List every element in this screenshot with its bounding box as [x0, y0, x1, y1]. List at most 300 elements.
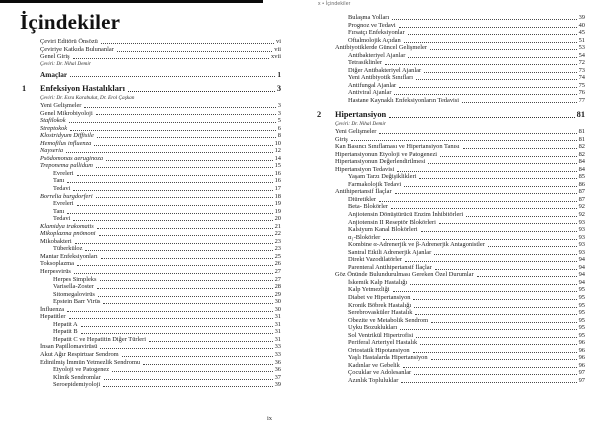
toc-entry-label: α₁-Blokörler — [348, 233, 381, 241]
toc-entry-label: Uyku Bozuklukları — [348, 324, 398, 332]
toc-entry-page-number: 93 — [578, 218, 585, 226]
toc-entry-page-number: 74 — [578, 74, 585, 82]
toc-entry-page-number: 86 — [578, 180, 585, 188]
toc-entry — [40, 132, 281, 140]
toc-entry — [40, 162, 281, 170]
toc-entry-label: Klinik Sendromlar — [53, 373, 101, 381]
dot-leader — [394, 94, 576, 95]
toc-entry-page-number: 75 — [578, 81, 585, 89]
toc-entry-label: Çeviri Editörü Önsözü — [40, 38, 98, 45]
toc-entry-page-number: 27 — [274, 275, 281, 283]
toc-entry-label: Hepatit B — [53, 328, 78, 336]
dot-leader — [103, 386, 272, 387]
toc-entry-label: Nayseria — [40, 147, 64, 155]
toc-entry — [335, 196, 585, 204]
toc-entry-page-number: 94 — [578, 256, 585, 264]
toc-entry-label: Varisella-Zoster — [53, 283, 94, 291]
toc-entry — [335, 37, 585, 45]
toc-entry — [40, 381, 281, 389]
toc-entry-label: Hepatitler — [40, 313, 66, 321]
toc-entry-label: Tüberküloz — [53, 245, 83, 253]
chapter-page-number: 3 — [276, 83, 281, 93]
chapter-title: Enfeksiyon Hastalıkları — [40, 83, 125, 93]
dot-leader — [77, 205, 273, 206]
toc-entry-page-number: 23 — [274, 245, 281, 253]
toc-entry-label: Tetrasiklinler — [348, 59, 382, 67]
toc-entry-page-number: 92 — [578, 210, 585, 218]
dot-leader — [69, 318, 273, 319]
toc-entry-label: Evreleri — [53, 169, 74, 177]
toc-entry-page-number: 72 — [578, 59, 585, 67]
dot-leader — [128, 91, 275, 92]
toc-entry-label: Genel Mikrobiyoloji — [40, 109, 93, 117]
toc-entry-page-number: 37 — [274, 373, 281, 381]
dot-leader — [413, 299, 576, 300]
toc-entry — [335, 44, 585, 52]
dot-leader — [74, 273, 273, 274]
dot-leader — [424, 72, 576, 73]
page-x — [300, 0, 600, 429]
toc-entry-label: Anjiotensin Dönüştürücü Enzim İnhibitörleri — [348, 210, 464, 218]
dot-leader — [67, 213, 272, 214]
toc-entry-page-number: 19 — [274, 200, 281, 208]
toc-entry-page-number: 20 — [274, 215, 281, 223]
toc-entry-label: Mantar Enfeksiyonları — [40, 252, 98, 260]
toc-entry-label: Kalsiyum Kanal Blokörleri — [348, 226, 418, 234]
toc-entry-page-number: 82 — [578, 143, 585, 151]
toc-entry-label: Toksoplazma — [40, 260, 74, 268]
toc-entry — [40, 283, 281, 291]
toc-entry — [335, 181, 585, 189]
dot-leader — [399, 27, 577, 28]
chapter-heading — [22, 83, 281, 95]
dot-leader — [66, 152, 273, 153]
dot-leader — [385, 64, 577, 65]
dot-leader — [99, 235, 273, 236]
page-title: İçindekiler — [20, 10, 121, 34]
toc-entry — [40, 374, 281, 382]
toc-entry-label: Epstein Barr Virüs — [53, 298, 101, 306]
toc-entry — [40, 268, 281, 276]
toc-entry — [335, 309, 585, 317]
dot-leader — [85, 250, 272, 251]
dot-leader — [408, 34, 577, 35]
toc-entry — [40, 215, 281, 223]
toc-entry-label: Antifungal Ajanlar — [348, 81, 397, 89]
dot-leader — [435, 269, 577, 270]
dot-leader — [400, 329, 576, 330]
toc-entry-page-number: 93 — [578, 233, 585, 241]
toc-entry-label: Psödomonas aeruginoza — [40, 154, 104, 162]
toc-entry — [40, 177, 281, 185]
toc-entry-page-number: 31 — [274, 313, 281, 321]
toc-entry-label: Oftalmolojik Açıdan — [348, 36, 401, 44]
dot-leader — [393, 291, 577, 292]
toc-entry — [335, 286, 585, 294]
toc-entry-label: Tanı — [53, 177, 65, 185]
toc-entry-page-number: 95 — [578, 316, 585, 324]
dot-leader — [143, 364, 272, 365]
toc-entry — [40, 276, 281, 284]
toc-entry-label: Etyoloji ve Patogenez — [53, 366, 110, 374]
toc-entry-label: Stafilokok — [40, 117, 66, 125]
toc-entry-label: Mikoplazma pnömoni — [40, 230, 96, 238]
toc-list-right — [317, 14, 585, 385]
toc-entry-page-number: 93 — [578, 226, 585, 234]
toc-entry-label: Kadınlar ve Gebelik — [348, 361, 400, 369]
chapter-number: 1 — [22, 83, 27, 93]
dot-leader — [428, 163, 576, 164]
toc-entry-label: Akut Ağır Respirtuar Sendrom — [40, 351, 119, 358]
translator-note: Çeviri: Dr. Nihal Demir — [335, 120, 386, 127]
toc-entry-label: Serebrovasküler Hastalık — [348, 309, 413, 317]
toc-entry-page-number: 40 — [578, 21, 585, 29]
toc-entry-page-number: 94 — [578, 278, 585, 286]
toc-entry — [335, 324, 585, 332]
toc-entry-page-number: 95 — [578, 294, 585, 301]
toc-entry — [335, 354, 585, 362]
dot-leader — [420, 344, 576, 345]
dot-leader — [421, 231, 577, 232]
dot-leader — [97, 137, 276, 138]
toc-entry-page-number: 95 — [578, 286, 585, 294]
toc-entry — [40, 351, 281, 359]
toc-entry — [335, 294, 585, 302]
toc-entry — [335, 74, 585, 82]
toc-entry — [335, 128, 585, 136]
toc-entry-label: Periferal Arteriyel Hastalık — [348, 339, 418, 347]
toc-entry-label: Kan Basıncı Sınıflaması ve Hipertansiyon Tanısı — [335, 143, 460, 151]
toc-entry-page-number: 8 — [277, 132, 281, 140]
toc-entry — [40, 200, 281, 208]
dot-leader — [477, 276, 577, 277]
toc-entry-page-number: 3 — [277, 101, 281, 109]
dot-leader — [149, 341, 273, 342]
toc-entry-label: Fırsatçı Enfeksiyonlar — [348, 29, 405, 37]
chapter-title: Hipertansiyon — [335, 109, 387, 119]
toc-entry — [40, 223, 281, 231]
dot-leader — [96, 114, 276, 115]
dot-leader — [98, 296, 273, 297]
toc-entry — [335, 377, 585, 385]
toc-entry-page-number: 77 — [578, 97, 585, 105]
dot-leader — [399, 87, 577, 88]
toc-entry-label: Diüretikler — [348, 195, 377, 203]
dot-leader — [408, 57, 576, 58]
toc-entry-label: Klostridyum Diffisile — [40, 132, 94, 140]
toc-entry-page-number: 27 — [274, 267, 281, 275]
toc-entry — [40, 291, 281, 299]
toc-entry-label: Streptokok — [40, 124, 68, 132]
dot-leader — [84, 107, 275, 108]
toc-entry — [40, 155, 281, 163]
toc-entry — [335, 166, 585, 174]
toc-entry-label: Göz Önünde Bulundurulması Gereken Özel Durumlar — [335, 271, 474, 279]
dot-leader — [395, 193, 577, 194]
toc-entry-page-number: 29 — [274, 290, 281, 298]
dot-leader — [440, 156, 577, 157]
toc-entry — [40, 238, 281, 246]
toc-entry-page-number: 73 — [578, 66, 585, 74]
toc-entry-page-number: 36 — [274, 358, 281, 366]
toc-entry-label: Kombine α-Adrenerjik ve β-Adrenerjik Antagonistler — [348, 241, 485, 249]
dot-leader — [462, 102, 577, 103]
toc-entry-page-number: 87 — [578, 195, 585, 203]
toc-entry-page-number: 97 — [578, 377, 585, 385]
toc-entry — [40, 366, 281, 374]
toc-entry-page-number: 97 — [578, 369, 585, 377]
toc-entry-page-number: 28 — [274, 283, 281, 291]
toc-entry-page-number: 25 — [274, 252, 281, 260]
toc-entry — [40, 298, 281, 306]
toc-entry-page-number: 16 — [274, 169, 281, 177]
toc-entry — [40, 306, 281, 314]
toc-entry — [335, 256, 585, 264]
toc-entry — [40, 117, 281, 125]
toc-entry-page-number: 15 — [274, 162, 281, 170]
top-rule — [0, 0, 263, 3]
toc-entry — [335, 249, 585, 257]
toc-entry — [40, 110, 281, 118]
dot-leader — [117, 51, 272, 52]
toc-entry-label: Direkt Vazodilatörler — [348, 256, 403, 264]
toc-entry — [335, 89, 585, 97]
toc-entry-page-number: 82 — [578, 150, 585, 158]
chapter-page-number: 81 — [576, 109, 585, 119]
toc-entry — [40, 46, 281, 54]
dot-leader — [379, 201, 577, 202]
dot-leader — [70, 130, 276, 131]
toc-entry-page-number: 1 — [277, 69, 281, 79]
translator-note: Çeviri: Dr. Esra Karabulut, Dr. Erol Çaşkan — [40, 94, 135, 101]
toc-entry — [335, 59, 585, 67]
toc-entry-label: İnsan Papillomavirüsü — [40, 343, 98, 351]
toc-entry — [335, 22, 585, 30]
toc-entry — [335, 82, 585, 90]
toc-entry-label: Herpes Simpleks — [53, 275, 97, 283]
toc-entry — [335, 97, 585, 105]
translator-note: Çeviri: Dr. Nihal Demir — [40, 60, 91, 67]
toc-entry-page-number: 19 — [274, 207, 281, 215]
toc-entry-page-number: 33 — [274, 343, 281, 351]
toc-entry — [40, 328, 281, 336]
toc-entry-label: Anjiotensin II Reseptör Blokörleri — [348, 218, 436, 226]
toc-entry-label: Prognoz ve Tedavi — [348, 21, 396, 29]
toc-entry-label: Diabet ve Hipertansiyon — [348, 294, 411, 301]
dot-leader — [81, 333, 273, 334]
toc-entry-label: Sol Ventrikül Hipertrofisi — [348, 331, 414, 339]
dot-leader — [389, 117, 574, 118]
toc-entry — [40, 38, 281, 46]
toc-entry-label: Kronik Böbrek Hastalığı — [348, 301, 412, 309]
toc-entry-label: Sitomegalovirüs — [53, 290, 95, 298]
toc-entry-page-number: 30 — [274, 305, 281, 313]
toc-entry-label: Farmakolojik Tedavi — [348, 180, 402, 188]
dot-leader — [104, 379, 273, 380]
toc-entry-page-number: 30 — [274, 298, 281, 306]
toc-entry-page-number: 94 — [578, 271, 585, 279]
dot-leader — [97, 288, 273, 289]
dot-leader — [379, 133, 576, 134]
toc-entry-page-number: 31 — [274, 328, 281, 336]
toc-entry — [40, 140, 281, 148]
chapter-heading — [317, 109, 585, 121]
dot-leader — [96, 167, 273, 168]
toc-entry-label: Hipertansiyon Tedavisi — [335, 165, 395, 173]
toc-entry-label: Antibakteriyel Ajanlar — [348, 51, 406, 59]
toc-entry — [335, 369, 585, 377]
dot-leader — [416, 337, 576, 338]
toc-entry-label: Mikobakteri — [40, 237, 72, 245]
toc-entry — [335, 29, 585, 37]
toc-entry — [335, 234, 585, 242]
toc-entry-label: Giriş — [335, 135, 348, 143]
toc-entry-label: Hepatit C ve Hepatitin Diğer Türleri — [53, 335, 147, 343]
toc-entry-label: Beta- Blokörler — [348, 203, 388, 211]
dot-leader — [404, 42, 577, 43]
dot-leader — [463, 148, 577, 149]
dot-leader — [383, 239, 576, 240]
toc-entry — [335, 52, 585, 60]
dot-leader — [419, 178, 576, 179]
toc-entry-label: Ortostatik Hipotansiyon — [348, 346, 410, 354]
toc-entry — [335, 203, 585, 211]
dot-leader — [67, 311, 272, 312]
toc-entry-page-number: 14 — [274, 154, 281, 162]
dot-leader — [101, 258, 273, 259]
toc-entry — [335, 14, 585, 22]
toc-entry-page-number: 18 — [274, 192, 281, 200]
toc-entry-label: Bulaşma Yolları — [348, 14, 390, 21]
toc-entry-label: Antihipertansif İlaçlar — [335, 188, 392, 196]
toc-entry — [335, 67, 585, 75]
dot-leader — [69, 122, 276, 123]
dot-leader — [100, 280, 273, 281]
toc-entry — [40, 170, 281, 178]
toc-entry-page-number: 5 — [277, 117, 281, 125]
toc-entry-label: Antibiyotiklerde Güncel Gelişmeler — [335, 44, 427, 52]
toc-entry — [335, 362, 585, 370]
toc-entry-page-number: 92 — [578, 203, 585, 211]
toc-entry-page-number: 87 — [578, 188, 585, 196]
toc-entry — [40, 70, 281, 79]
toc-entry-label: Santral Etkili Adrenerjik Ajanlar — [348, 248, 432, 256]
toc-entry — [40, 193, 281, 201]
toc-entry-label: Parenteral Antihipertansif İlaçlar — [348, 263, 432, 271]
toc-entry-page-number: 93 — [578, 241, 585, 249]
toc-entry-page-number: 39 — [578, 14, 585, 21]
dot-leader — [73, 58, 269, 59]
toc-entry-label: İnfluenza — [40, 305, 65, 313]
toc-entry — [335, 173, 585, 181]
dot-leader — [94, 145, 272, 146]
toc-entry-label: Hipertansiyonun Değerlendirilmesi — [335, 158, 426, 166]
toc-entry-label: Kalp Yetmezliği — [348, 286, 390, 294]
toc-entry-label: Edinilmiş İmmün Yetmezlik Sendromu — [40, 358, 141, 366]
dot-leader — [415, 314, 576, 315]
dot-leader — [392, 19, 576, 20]
toc-entry-page-number: 45 — [578, 29, 585, 37]
toc-entry-label: Obezite ve Metabolik Sendrom — [348, 316, 429, 324]
dot-leader — [97, 228, 273, 229]
toc-entry-label: Yaşam Tarzı Değişiklikleri — [348, 173, 417, 181]
dot-leader — [100, 348, 272, 349]
toc-entry — [335, 279, 585, 287]
dot-leader — [397, 171, 576, 172]
toc-entry-page-number: 53 — [578, 44, 585, 52]
toc-entry-label: Yeni Gelişmeler — [335, 127, 377, 135]
toc-entry-page-number: 96 — [578, 346, 585, 354]
toc-entry-label: Treponema pallidum — [40, 162, 93, 170]
toc-entry — [40, 102, 281, 110]
toc-entry-label: Klamidya trakomatis — [40, 222, 94, 230]
toc-entry-label: Antiviral Ajanlar — [348, 89, 392, 97]
dot-leader — [434, 254, 576, 255]
toc-entry-label: Hepatit A — [53, 320, 78, 328]
page-number-folio: ix — [266, 415, 272, 422]
dot-leader — [73, 190, 272, 191]
toc-entry — [40, 147, 281, 155]
toc-entry-label: Tedavi — [53, 184, 71, 192]
dot-leader — [73, 220, 272, 221]
dot-leader — [106, 160, 273, 161]
toc-entry-page-number: 16 — [274, 177, 281, 185]
dot-leader — [103, 303, 272, 304]
toc-entry-label: Seroepidemiyoloji — [53, 381, 101, 389]
toc-entry-label: Evreleri — [53, 200, 74, 208]
toc-entry — [40, 260, 281, 268]
toc-entry — [40, 53, 281, 61]
toc-entry-label: Yaşlı Hastalarda Hipertansiyon — [348, 354, 428, 362]
toc-entry-page-number: 93 — [578, 248, 585, 256]
dot-leader — [81, 326, 273, 327]
toc-entry — [40, 359, 281, 367]
toc-entry-page-number: 95 — [578, 324, 585, 332]
toc-entry-page-number: 31 — [274, 320, 281, 328]
toc-entry-page-number: 96 — [578, 361, 585, 369]
toc-entry-page-number: 81 — [578, 135, 585, 143]
toc-entry — [335, 143, 585, 151]
toc-entry — [40, 343, 281, 351]
toc-entry — [335, 302, 585, 310]
toc-entry-page-number: 95 — [578, 331, 585, 339]
toc-entry — [40, 313, 281, 321]
dot-leader — [77, 175, 273, 176]
dot-leader — [122, 356, 273, 357]
toc-entry — [335, 339, 585, 347]
toc-entry — [335, 136, 585, 144]
toc-entry-page-number: 26 — [274, 260, 281, 268]
dot-leader — [77, 265, 273, 266]
toc-entry-label: İskemik Kalp Hastalığı — [348, 278, 408, 286]
dot-leader — [488, 246, 577, 247]
toc-entry-page-number: 96 — [578, 339, 585, 347]
dot-leader — [70, 76, 275, 77]
toc-entry — [40, 185, 281, 193]
toc-entry-page-number: 95 — [578, 309, 585, 317]
toc-entry — [40, 253, 281, 261]
toc-entry — [335, 226, 585, 234]
toc-entry — [40, 208, 281, 216]
dot-leader — [413, 352, 577, 353]
toc-entry-page-number: 84 — [578, 158, 585, 166]
toc-entry — [40, 245, 281, 253]
toc-entry-label: Diğer Antibakteriyel Ajanlar — [348, 66, 422, 74]
toc-entry — [335, 151, 585, 159]
toc-entry — [335, 332, 585, 340]
toc-entry — [335, 211, 585, 219]
toc-entry-page-number: 51 — [578, 36, 585, 44]
